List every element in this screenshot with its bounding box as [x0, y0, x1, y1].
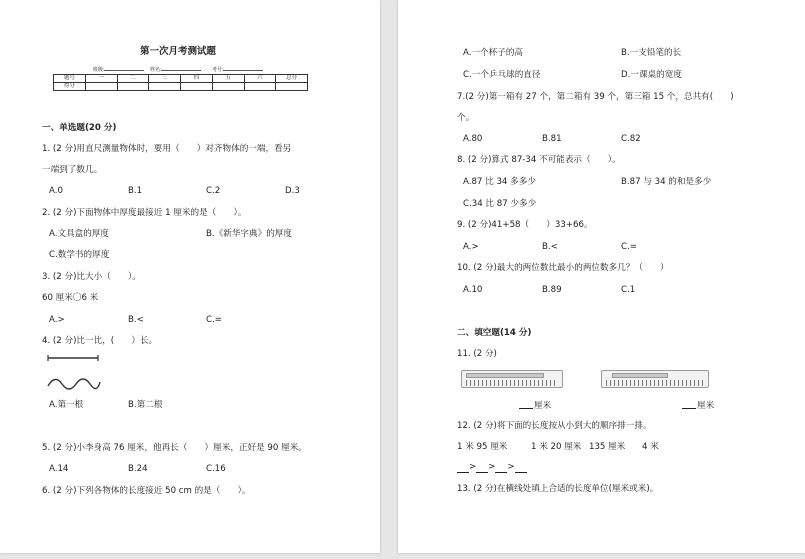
- header-cell: 一: [85, 75, 117, 83]
- option: B.<: [542, 242, 558, 252]
- page-left: [0, 0, 380, 553]
- option: B.第二根: [128, 400, 163, 410]
- header-cell: 题号: [54, 75, 86, 83]
- score-table: [53, 74, 308, 91]
- greater-than-sign: >: [507, 462, 515, 472]
- length-item: 1 米 20 厘米: [531, 442, 582, 452]
- length-item: 4 米: [642, 442, 659, 452]
- header-cell: 六: [244, 75, 276, 83]
- option: A.87 比 34 多多少: [463, 177, 536, 187]
- answer-blank[interactable]: [457, 462, 469, 473]
- line-comparison-figure: [46, 352, 102, 394]
- option: A.>: [463, 242, 479, 252]
- score-cell: [244, 83, 276, 91]
- option: B.<: [128, 315, 144, 325]
- class-line: [104, 70, 144, 71]
- ordering-blanks: [457, 461, 527, 473]
- question-11: 11. (2 分): [457, 349, 497, 359]
- length-item: 135 厘米: [589, 442, 626, 452]
- question-2: 2. (2 分)下面物体中厚度最接近 1 厘米的是（ ）。: [42, 208, 247, 218]
- wavy-line-figure: [48, 379, 100, 389]
- header-cell: 总分: [276, 75, 308, 83]
- section-title: 一、单选题(20 分): [42, 123, 117, 133]
- ruler-image-2: [601, 370, 709, 388]
- score-cell: [212, 83, 244, 91]
- unit-label: 厘米: [697, 401, 715, 411]
- question-1: 1. (2 分)用直尺测量物体时，要用（ ）对齐物体的一端，看另: [42, 144, 292, 154]
- greater-than-sign: >: [488, 462, 496, 472]
- option: A.第一根: [49, 400, 84, 410]
- score-cell: [117, 83, 149, 91]
- option: B.81: [542, 134, 562, 144]
- question-12: 12. (2 分)将下面的长度按从小到大的顺序排一排。: [457, 421, 652, 431]
- question-1-cont: 一端到了数几。: [42, 165, 103, 175]
- ruler-ticks: [466, 380, 558, 386]
- section-title: 二、填空题(14 分): [457, 328, 532, 338]
- option: C.82: [621, 134, 641, 144]
- question-7-cont: 个。: [457, 113, 475, 123]
- option: C.数学书的厚度: [49, 250, 110, 260]
- name-label: 姓名:: [150, 67, 162, 73]
- option: B.《新华字典》的厚度: [206, 229, 292, 239]
- option: A.一个杯子的高: [463, 48, 524, 58]
- doc-title: 第一次月考测试题: [140, 46, 217, 57]
- option: B.89: [542, 285, 562, 295]
- option: B.24: [128, 464, 148, 474]
- question-13: 13. (2 分)在横线处填上合适的长度单位(厘米或米)。: [457, 484, 659, 494]
- option: A.0: [49, 186, 63, 196]
- option: D.3: [285, 186, 300, 196]
- option: A.文具盒的厚度: [49, 229, 110, 239]
- number-line: [223, 70, 263, 71]
- header-cell: 四: [181, 75, 213, 83]
- class-label: 班级:: [93, 67, 105, 73]
- question-10: 10. (2 分)最大的两位数比最小的两位数多几？（ ）: [457, 263, 669, 273]
- question-8: 8. (2 分)算式 87-34 不可能表示（ ）。: [457, 155, 621, 165]
- option: A.80: [463, 134, 483, 144]
- length-item: 1 米 95 厘米: [457, 442, 508, 452]
- score-cell: [85, 83, 117, 91]
- header-cell: 二: [117, 75, 149, 83]
- question-5: 5. (2 分)小李身高 76 厘米，他再长（ ）厘米，正好是 90 厘米。: [42, 443, 307, 453]
- answer-blank[interactable]: [476, 462, 488, 473]
- question-9: 9. (2 分)41+58（ ）33+66。: [457, 220, 593, 230]
- score-cell: [181, 83, 213, 91]
- unit-label: 厘米: [534, 401, 552, 411]
- option: C.一个乒乓球的直径: [463, 70, 541, 80]
- question-3: 3. (2 分)比大小（ ）。: [42, 272, 141, 282]
- measured-bar: [612, 373, 668, 378]
- question-7: 7.(2 分)第一箱有 27 个，第二箱有 39 个，第三箱 15 个，总共有( ): [457, 92, 734, 102]
- answer-blank[interactable]: [515, 462, 527, 473]
- option: B.1: [128, 186, 143, 196]
- question-3-expression: 60 厘米〇6 米: [42, 293, 99, 303]
- question-4: 4. (2 分)比一比，( ）长。: [42, 336, 158, 346]
- answer-blank[interactable]: [519, 398, 533, 409]
- measured-bar: [466, 373, 544, 378]
- option: C.=: [206, 315, 222, 325]
- page-right: [398, 0, 805, 553]
- header-cell: 三: [149, 75, 181, 83]
- option: A.>: [49, 315, 65, 325]
- option: D.一课桌的宽度: [621, 70, 682, 80]
- option: C.=: [621, 242, 637, 252]
- option: C.34 比 87 少多少: [463, 199, 537, 209]
- header-cell: 五: [212, 75, 244, 83]
- ruler-ticks: [606, 380, 704, 386]
- ruler-image-1: [461, 370, 563, 388]
- name-line: [161, 70, 201, 71]
- option: B.一支铅笔的长: [621, 48, 682, 58]
- question-6: 6. (2 分)下列各物体的长度接近 50 cm 的是（ ）。: [42, 486, 251, 496]
- option: A.14: [49, 464, 69, 474]
- option: C.16: [206, 464, 226, 474]
- answer-blank[interactable]: [495, 462, 507, 473]
- greater-than-sign: >: [469, 462, 477, 472]
- score-table-row: [54, 83, 308, 91]
- score-cell: [149, 83, 181, 91]
- straight-line-figure: [48, 355, 98, 361]
- option: C.1: [621, 285, 636, 295]
- option: A.10: [463, 285, 483, 295]
- score-cell: [276, 83, 308, 91]
- option: C.2: [206, 186, 221, 196]
- number-label: 考号:: [212, 67, 224, 73]
- row-label-cell: 得分: [54, 83, 86, 91]
- answer-blank[interactable]: [682, 398, 696, 409]
- score-table-header: [54, 75, 308, 83]
- option: B.87 与 34 的和是多少: [621, 177, 712, 187]
